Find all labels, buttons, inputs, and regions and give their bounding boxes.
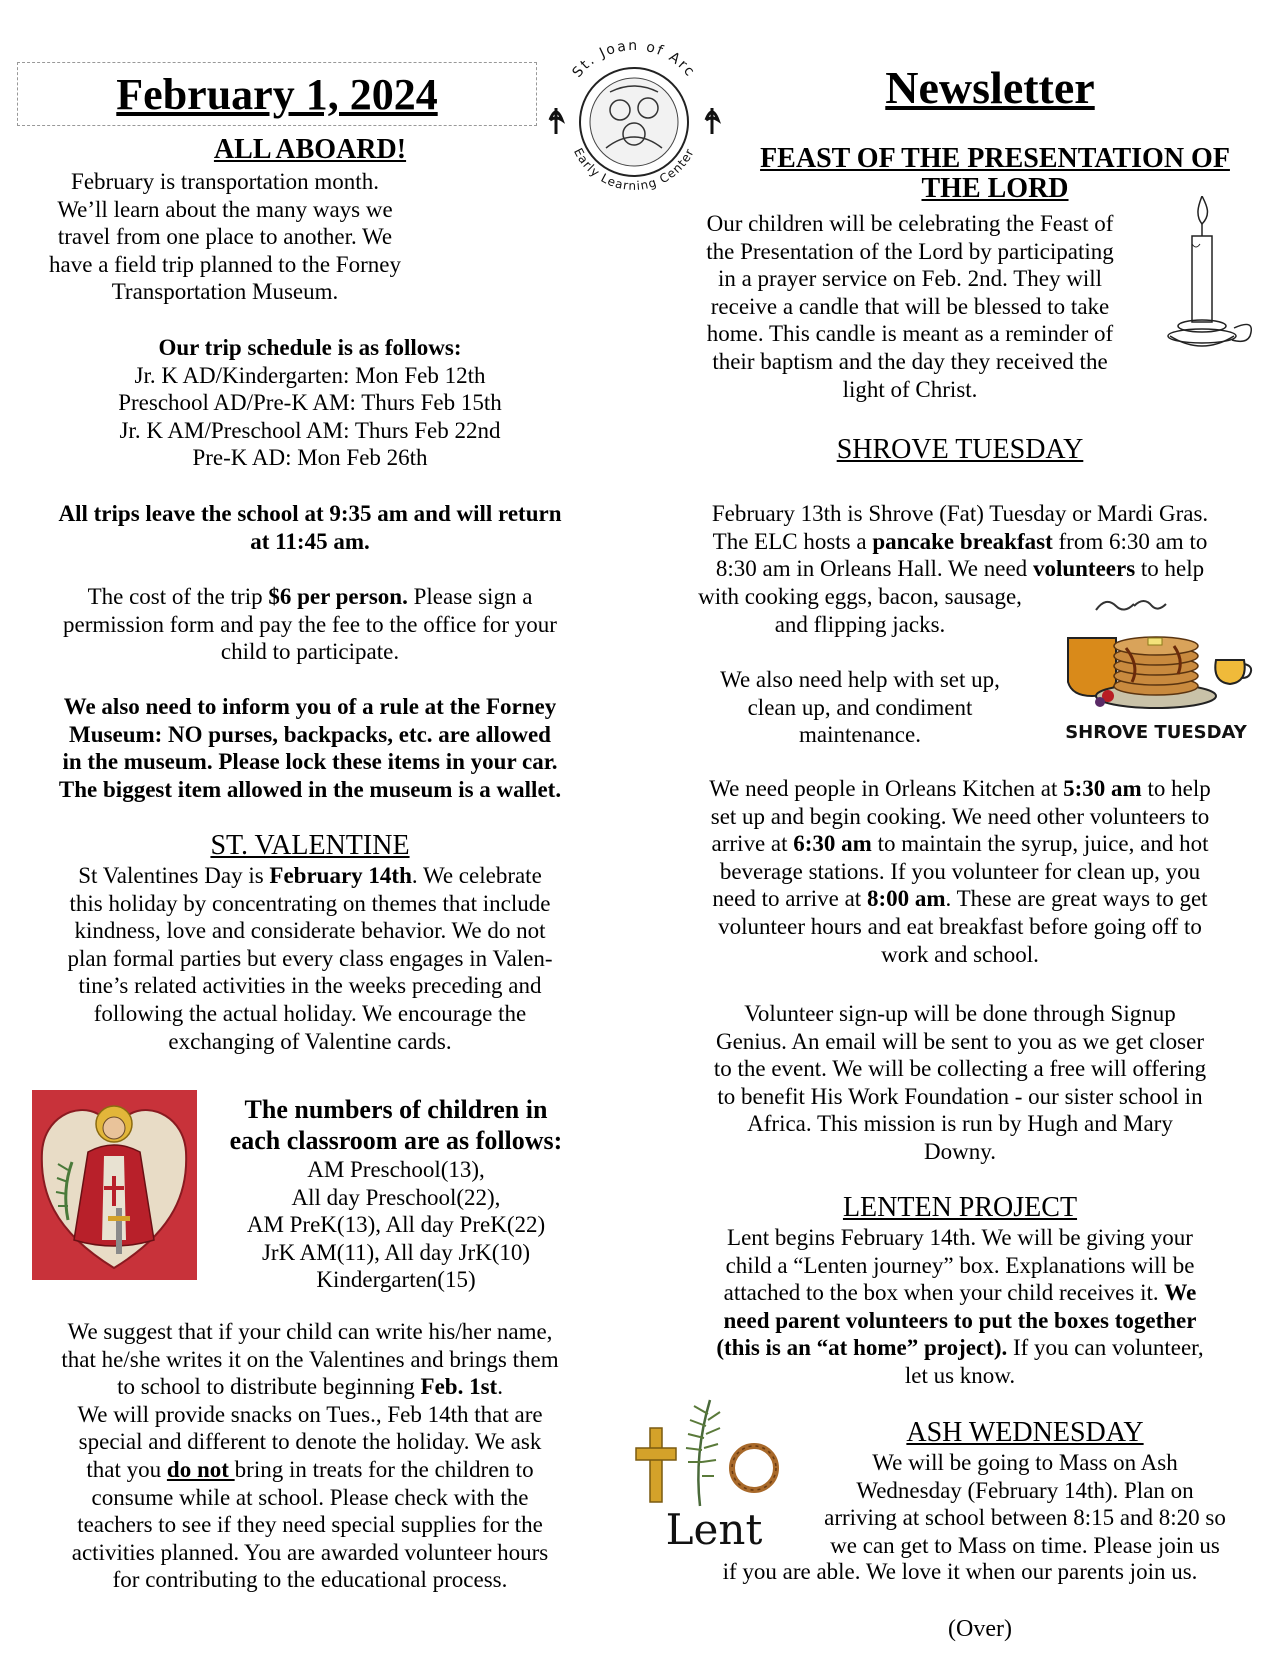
shrove-line [670, 555, 1250, 583]
shrove-text: from 6:30 am to [1052, 528, 1208, 554]
ash-line: Wednesday (February 14th). Plan on [856, 1477, 1194, 1503]
kitchen-time: 8:00 am [866, 886, 946, 912]
cost-line [20, 583, 600, 611]
kitchen-line [670, 885, 1250, 913]
intro-line: have a field trip planned to the Forney [49, 251, 401, 277]
suggest-line [20, 1456, 600, 1484]
classroom-item: JrK AM(11), All day JrK(10) [261, 1239, 531, 1265]
kitchen-time: 5:30 am [1063, 776, 1142, 801]
schedule-item: Pre-K AD: Mon Feb 26th [192, 445, 428, 471]
feast-line: the Presentation of the Lord by participating [706, 238, 1114, 264]
rule-line: Museum: NO purses, backpacks, etc. are allowed [69, 721, 551, 747]
intro-line: Transportation Museum. [111, 279, 339, 305]
kitchen-line [670, 830, 1250, 858]
shrove-line: and flipping jacks. [774, 611, 946, 637]
cost-amount: $6 per person. [268, 584, 408, 609]
shrove-text: to help [1135, 556, 1205, 582]
classroom-item: Kindergarten(15) [316, 1267, 476, 1293]
valentine-line: this holiday by concentrating on themes that include [69, 890, 551, 916]
kitchen-line: work and school. [881, 941, 1039, 967]
all-aboard-intro [15, 168, 435, 306]
kitchen-text: We need people in Orleans Kitchen at [709, 776, 1064, 801]
shrove-text: 8:30 am in Orleans Hall. We need [715, 556, 1033, 582]
schedule-item: Preschool AD/Pre-K AM: Thurs Feb 15th [118, 390, 502, 416]
ash-line: we can get to Mass on time. Please join us [830, 1532, 1220, 1558]
footer [880, 1616, 1080, 1644]
feast-line: light of Christ. [842, 376, 978, 402]
cost-line: permission form and pay the fee to the office for your [63, 611, 557, 637]
suggest-text: . [497, 1374, 503, 1400]
st-valentine-image [32, 1090, 197, 1280]
feast-line: receive a candle that will be blessed to take [710, 293, 1110, 319]
shrove-line: February 13th is Shrove (Fat) Tuesday or Mardi Gras. [711, 501, 1209, 526]
suggest-text: bring in treats for the children to [234, 1456, 534, 1482]
suggest-line: We will provide snacks on Tues., Feb 14th that are [77, 1401, 543, 1427]
trip-schedule [20, 334, 600, 472]
valentine-text: St Valentines Day is [78, 863, 270, 888]
suggest-emphasis: do not [166, 1456, 235, 1482]
valentine-line [20, 862, 600, 890]
ash-line: We will be going to Mass on Ash [872, 1450, 1178, 1475]
kitchen-time: 6:30 am [793, 831, 872, 857]
all-aboard-section [20, 134, 600, 166]
suggest-text: to school to distribute beginning [117, 1374, 421, 1400]
cost-text: Please sign a [407, 584, 533, 609]
valentine-line: tine’s related activities in the weeks preceding and [78, 973, 542, 999]
lenten-line: Lent begins February 14th. We will be giving your [727, 1225, 1193, 1250]
valentine-date: February 14th [269, 863, 412, 888]
lent-label: Lent [665, 1505, 763, 1554]
newsletter-date: February 1, 2024 [116, 70, 438, 119]
feast-heading: FEAST OF THE PRESENTATION OF [760, 143, 1230, 174]
signup-line: Africa. This mission is run by Hugh and Mary [747, 1111, 1173, 1137]
ash-section [790, 1417, 1260, 1559]
lenten-heading: LENTEN PROJECT [842, 1192, 1078, 1223]
suggest-line: teachers to see if they need special supplies for the [77, 1512, 543, 1538]
trip-cost [20, 583, 600, 666]
suggest-line: activities planned. You are awarded volunteer hours [71, 1539, 549, 1565]
kitchen-text: to maintain the syrup, juice, and hot [871, 831, 1209, 857]
signup-line: to benefit His Work Foundation - our sister school in [717, 1083, 1203, 1109]
valentine-text: . We celebrate [411, 863, 542, 888]
lenten-emphasis: We [1164, 1280, 1197, 1306]
ash-last [660, 1558, 1260, 1586]
feast-body [670, 210, 1150, 403]
kitchen-text: need to arrive at [712, 886, 867, 912]
classrooms-heading: each classroom are as follows: [229, 1126, 563, 1155]
suggest-line: special and different to denote the holiday. We ask [78, 1429, 542, 1455]
help-line: clean up, and condiment [747, 694, 973, 720]
kitchen-text: . These are great ways to get [945, 886, 1208, 912]
feast-heading: THE LORD [921, 173, 1069, 204]
classroom-item: All day Preschool(22), [291, 1184, 501, 1210]
valentine-line: plan formal parties but every class engages in Valen- [67, 945, 553, 971]
shrove-heading: SHROVE TUESDAY [836, 434, 1084, 465]
kitchen-line [670, 775, 1250, 803]
schedule-item: Jr. K AD/Kindergarten: Mon Feb 12th [134, 362, 486, 388]
suggest-line: that he/she writes it on the Valentines and brings them [61, 1346, 559, 1372]
valentine-line: following the actual holiday. We encourage the [93, 1000, 527, 1026]
lenten-line: need parent volunteers to put the boxes together [723, 1307, 1197, 1333]
candle-image [1160, 196, 1260, 366]
ash-heading: ASH WEDNESDAY [906, 1417, 1144, 1448]
shrove-line [670, 528, 1250, 556]
museum-rule [20, 693, 600, 803]
suggest-date: Feb. 1st [420, 1374, 498, 1400]
help-line: We also need help with set up, [720, 667, 1000, 692]
signup-section [670, 1000, 1250, 1166]
lenten-line [670, 1279, 1250, 1307]
all-aboard-heading: ALL ABOARD! [213, 134, 407, 165]
lenten-text: attached to the box when your child receives it. [723, 1280, 1165, 1306]
schedule-item: Jr. K AM/Preschool AM: Thurs Feb 22nd [119, 417, 501, 443]
suggest-line: for contributing to the educational process. [112, 1567, 508, 1593]
lenten-line: child a “Lenten journey” box. Explanations will be [725, 1252, 1195, 1278]
signup-line: Volunteer sign-up will be done through Signup [744, 1001, 1176, 1026]
shrove-section [670, 434, 1250, 466]
kitchen-volunteers [670, 775, 1250, 968]
shrove-emphasis: pancake breakfast [872, 528, 1053, 554]
lenten-emphasis: (this is an “at home” project). [716, 1335, 1008, 1361]
times-line: All trips leave the school at 9:35 am and will return [58, 501, 562, 526]
kitchen-line: volunteer hours and eat breakfast before going off to [718, 913, 1202, 939]
kitchen-line: set up and begin cooking. We need other volunteers to [710, 803, 1210, 829]
signup-line: Genius. An email will be sent to you as we get closer [715, 1028, 1204, 1054]
feast-line: their baptism and the day they received the [712, 348, 1108, 374]
lenten-text: If you can volunteer, [1007, 1335, 1204, 1361]
over-label: (Over) [948, 1616, 1012, 1642]
help-line: maintenance. [799, 722, 921, 748]
kitchen-text: to help [1141, 776, 1211, 801]
ash-line: if you are able. We love it when our parents join us. [722, 1559, 1198, 1584]
newsletter-title: Newsletter [885, 62, 1095, 113]
valentine-line: kindness, love and considerate behavior. We do not [74, 918, 546, 944]
lent-image [630, 1394, 800, 1554]
shrove-emphasis: volunteers [1032, 556, 1136, 582]
shrove-cooking [660, 583, 1060, 638]
valentine-heading: ST. VALENTINE [210, 830, 410, 861]
shrove-intro [670, 500, 1250, 583]
pancake-image [1056, 596, 1256, 746]
suggest-line: We suggest that if your child can write his/her name, [67, 1319, 553, 1344]
schedule-heading: Our trip schedule is as follows: [158, 335, 462, 360]
signup-line: to the event. We will be collecting a free will offering [713, 1056, 1207, 1082]
logo-text-top: St. Joan of Arc [569, 37, 699, 81]
feast-line: Our children will be celebrating the Feast of [706, 211, 1114, 236]
kitchen-line: beverage stations. If you volunteer for clean up, you [719, 858, 1201, 884]
suggest-line: consume while at school. Please check with the [91, 1484, 529, 1510]
shrove-help [680, 666, 1040, 749]
ash-line: arriving at school between 8:15 and 8:20 so [824, 1505, 1226, 1531]
valentine-section [20, 830, 600, 1055]
classroom-counts [197, 1094, 595, 1294]
cost-text: The cost of the trip [87, 584, 269, 609]
times-line: at 11:45 am. [250, 528, 370, 554]
intro-line: We’ll learn about the many ways we [57, 196, 393, 222]
svg-text:St. Joan of Arc [569, 38, 698, 81]
suggest-line [20, 1373, 600, 1401]
lenten-section [670, 1192, 1250, 1390]
shrove-line: with cooking eggs, bacon, sausage, [698, 584, 1022, 609]
shrove-image-label: SHROVE TUESDAY [1065, 722, 1247, 743]
rule-line: We also need to inform you of a rule at the Forney [63, 694, 557, 719]
school-logo [536, 30, 732, 200]
suggest-text: that you [86, 1456, 167, 1482]
rule-line: in the museum. Please lock these items in your car. [62, 749, 558, 775]
signup-line: Downy. [924, 1138, 996, 1164]
lenten-line [670, 1334, 1250, 1362]
cost-line: child to participate. [220, 639, 400, 665]
trip-times [20, 500, 600, 555]
shrove-text: The ELC hosts a [712, 528, 873, 554]
intro-line: February is transportation month. [71, 169, 379, 194]
rule-line: The biggest item allowed in the museum is a wallet. [58, 776, 562, 802]
valentine-suggestions [20, 1318, 600, 1594]
classroom-item: AM Preschool(13), [307, 1157, 485, 1182]
intro-line: travel from one place to another. We [57, 224, 393, 250]
feast-section [730, 144, 1260, 204]
feast-line: home. This candle is meant as a reminder of [706, 321, 1114, 347]
logo-text-bottom: Early Learning Center [570, 145, 697, 193]
valentine-line: exchanging of Valentine cards. [168, 1028, 452, 1054]
lenten-line: let us know. [904, 1362, 1016, 1388]
kitchen-text: arrive at [711, 831, 794, 857]
classrooms-heading: The numbers of children in [244, 1095, 548, 1124]
feast-line: in a prayer service on Feb. 2nd. They will [717, 266, 1103, 292]
classroom-item: AM PreK(13), All day PreK(22) [246, 1212, 546, 1238]
